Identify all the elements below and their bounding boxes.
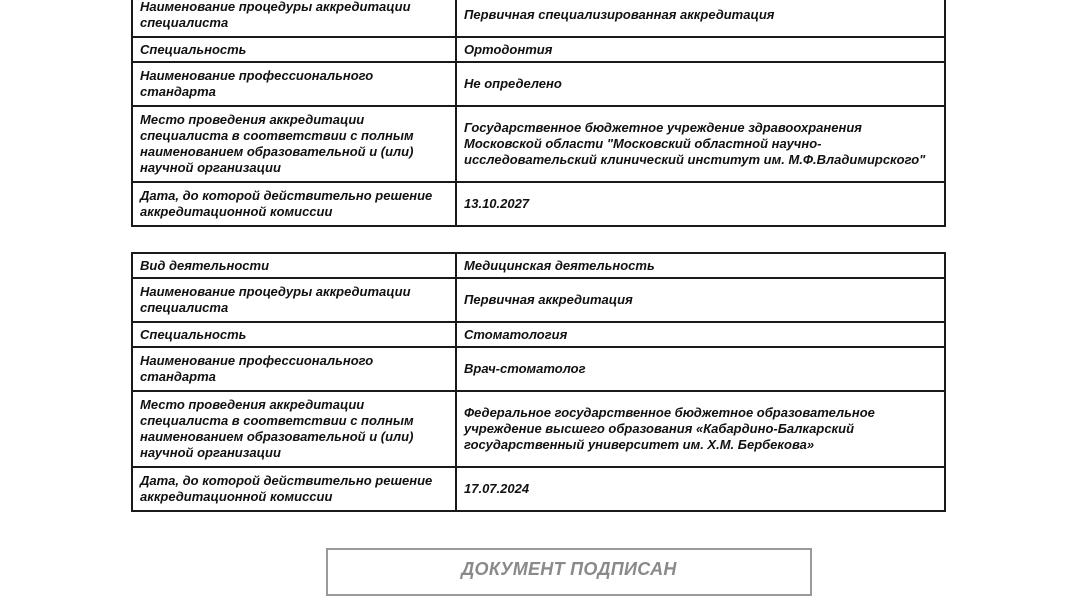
row-value: Врач-стоматолог (456, 347, 945, 391)
table-row (132, 467, 945, 511)
row-value: Ортодонтия (456, 37, 945, 62)
row-value: Первичная специализированная аккредитация (456, 0, 945, 37)
table-row (132, 253, 945, 278)
row-value: Федеральное государственное бюджетное образовательное учреждение высшего образования «Кабардино-Балкарский государственный университет им. Х.М. Бербекова» (456, 391, 945, 467)
row-value: 13.10.2027 (456, 182, 945, 226)
accreditation-table-1 (131, 0, 946, 227)
table-row (132, 62, 945, 106)
document-signed-label: ДОКУМЕНТ ПОДПИСАН (461, 559, 677, 579)
table-row (132, 347, 945, 391)
table-row (132, 278, 945, 322)
row-label: Место проведения аккредитации специалиста в соответствии с полным наименованием образовательной и (или) научной организации (132, 391, 456, 467)
table-row (132, 37, 945, 62)
row-value: Не определено (456, 62, 945, 106)
row-label: Вид деятельности (132, 253, 456, 278)
document-signed-stamp (326, 548, 812, 596)
table-row (132, 182, 945, 226)
row-value: Первичная аккредитация (456, 278, 945, 322)
row-value: 17.07.2024 (456, 467, 945, 511)
table-row (132, 391, 945, 467)
row-label: Специальность (132, 37, 456, 62)
row-label: Дата, до которой действительно решение аккредитационной комиссии (132, 182, 456, 226)
row-value: Государственное бюджетное учреждение здравоохранения Московской области "Московский областной научно-исследовательский клинический институт им. М.Ф.Владимирского" (456, 106, 945, 182)
row-value: Стоматология (456, 322, 945, 347)
table-row (132, 322, 945, 347)
table-row (132, 0, 945, 37)
row-label: Наименование процедуры аккредитации специалиста (132, 278, 456, 322)
row-label: Наименование профессионального стандарта (132, 347, 456, 391)
row-label: Специальность (132, 322, 456, 347)
row-label: Наименование процедуры аккредитации специалиста (132, 0, 456, 37)
row-value: Медицинская деятельность (456, 253, 945, 278)
table-row (132, 106, 945, 182)
row-label: Дата, до которой действительно решение аккредитационной комиссии (132, 467, 456, 511)
row-label: Наименование профессионального стандарта (132, 62, 456, 106)
row-label: Место проведения аккредитации специалиста в соответствии с полным наименованием образовательной и (или) научной организации (132, 106, 456, 182)
accreditation-table-2 (131, 252, 946, 512)
